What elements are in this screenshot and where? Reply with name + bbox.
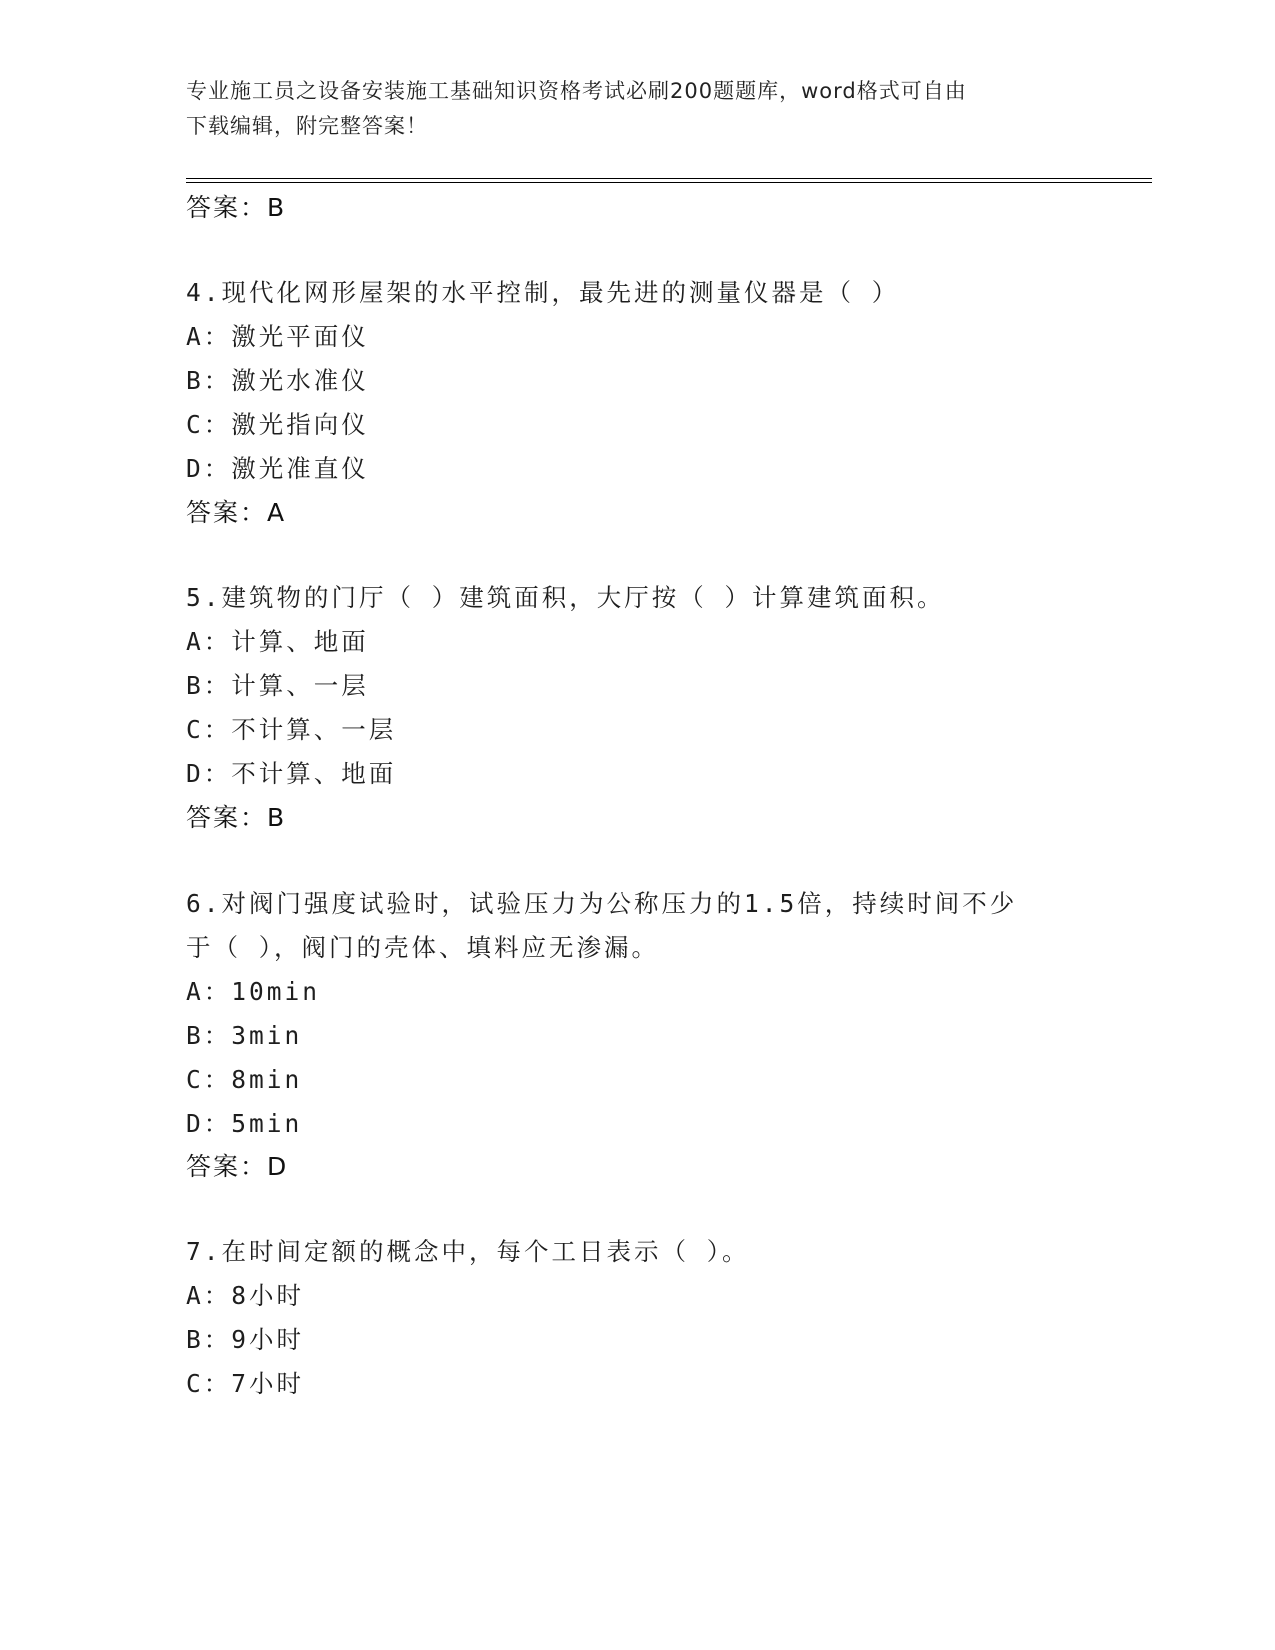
question-5-text: 5.建筑物的门厅（ ）建筑面积，大厅按（ ）计算建筑面积。 bbox=[186, 583, 945, 612]
question-7-option-a: A：8小时 bbox=[186, 1281, 305, 1310]
question-4-option-c: C：激光指向仪 bbox=[186, 410, 369, 439]
question-6-answer: 答案：D bbox=[186, 1152, 289, 1181]
question-6-option-d: D：5min bbox=[186, 1109, 303, 1138]
question-6-option-b: B：3min bbox=[186, 1021, 303, 1050]
question-4-text: 4.现代化网形屋架的水平控制，最先进的测量仪器是（ ） bbox=[186, 278, 900, 307]
question-7-option-c: C：7小时 bbox=[186, 1369, 305, 1398]
question-4-option-b: B：激光水准仪 bbox=[186, 366, 369, 395]
header-title-line2: 下载编辑，附完整答案！ bbox=[186, 114, 428, 138]
question-5-option-d: D：不计算、地面 bbox=[186, 759, 397, 788]
question-7-option-b: B：9小时 bbox=[186, 1325, 305, 1354]
question-4-option-d: D：激光准直仪 bbox=[186, 454, 369, 483]
question-6-text-line2: 于（ ），阀门的壳体、填料应无渗漏。 bbox=[186, 933, 659, 962]
question-4-answer: 答案：A bbox=[186, 498, 287, 527]
question-5-answer: 答案：B bbox=[186, 803, 287, 832]
header-divider-top bbox=[186, 178, 1152, 179]
question-7-text: 7.在时间定额的概念中，每个工日表示（ ）。 bbox=[186, 1237, 750, 1266]
question-4-option-a: A：激光平面仪 bbox=[186, 322, 369, 351]
question-6-option-a: A：10min bbox=[186, 977, 321, 1006]
previous-answer: 答案：B bbox=[186, 193, 287, 222]
question-5-option-b: B：计算、一层 bbox=[186, 671, 369, 700]
question-6-option-c: C：8min bbox=[186, 1065, 303, 1094]
question-5-option-c: C：不计算、一层 bbox=[186, 715, 397, 744]
header-title-line1: 专业施工员之设备安装施工基础知识资格考试必刷200题题库，word格式可自由 bbox=[186, 79, 967, 103]
document-header bbox=[186, 74, 1086, 144]
question-5-option-a: A：计算、地面 bbox=[186, 627, 369, 656]
header-divider-bottom bbox=[186, 182, 1152, 183]
question-6-text-line1: 6.对阀门强度试验时，试验压力为公称压力的1.5倍，持续时间不少 bbox=[186, 889, 1018, 918]
